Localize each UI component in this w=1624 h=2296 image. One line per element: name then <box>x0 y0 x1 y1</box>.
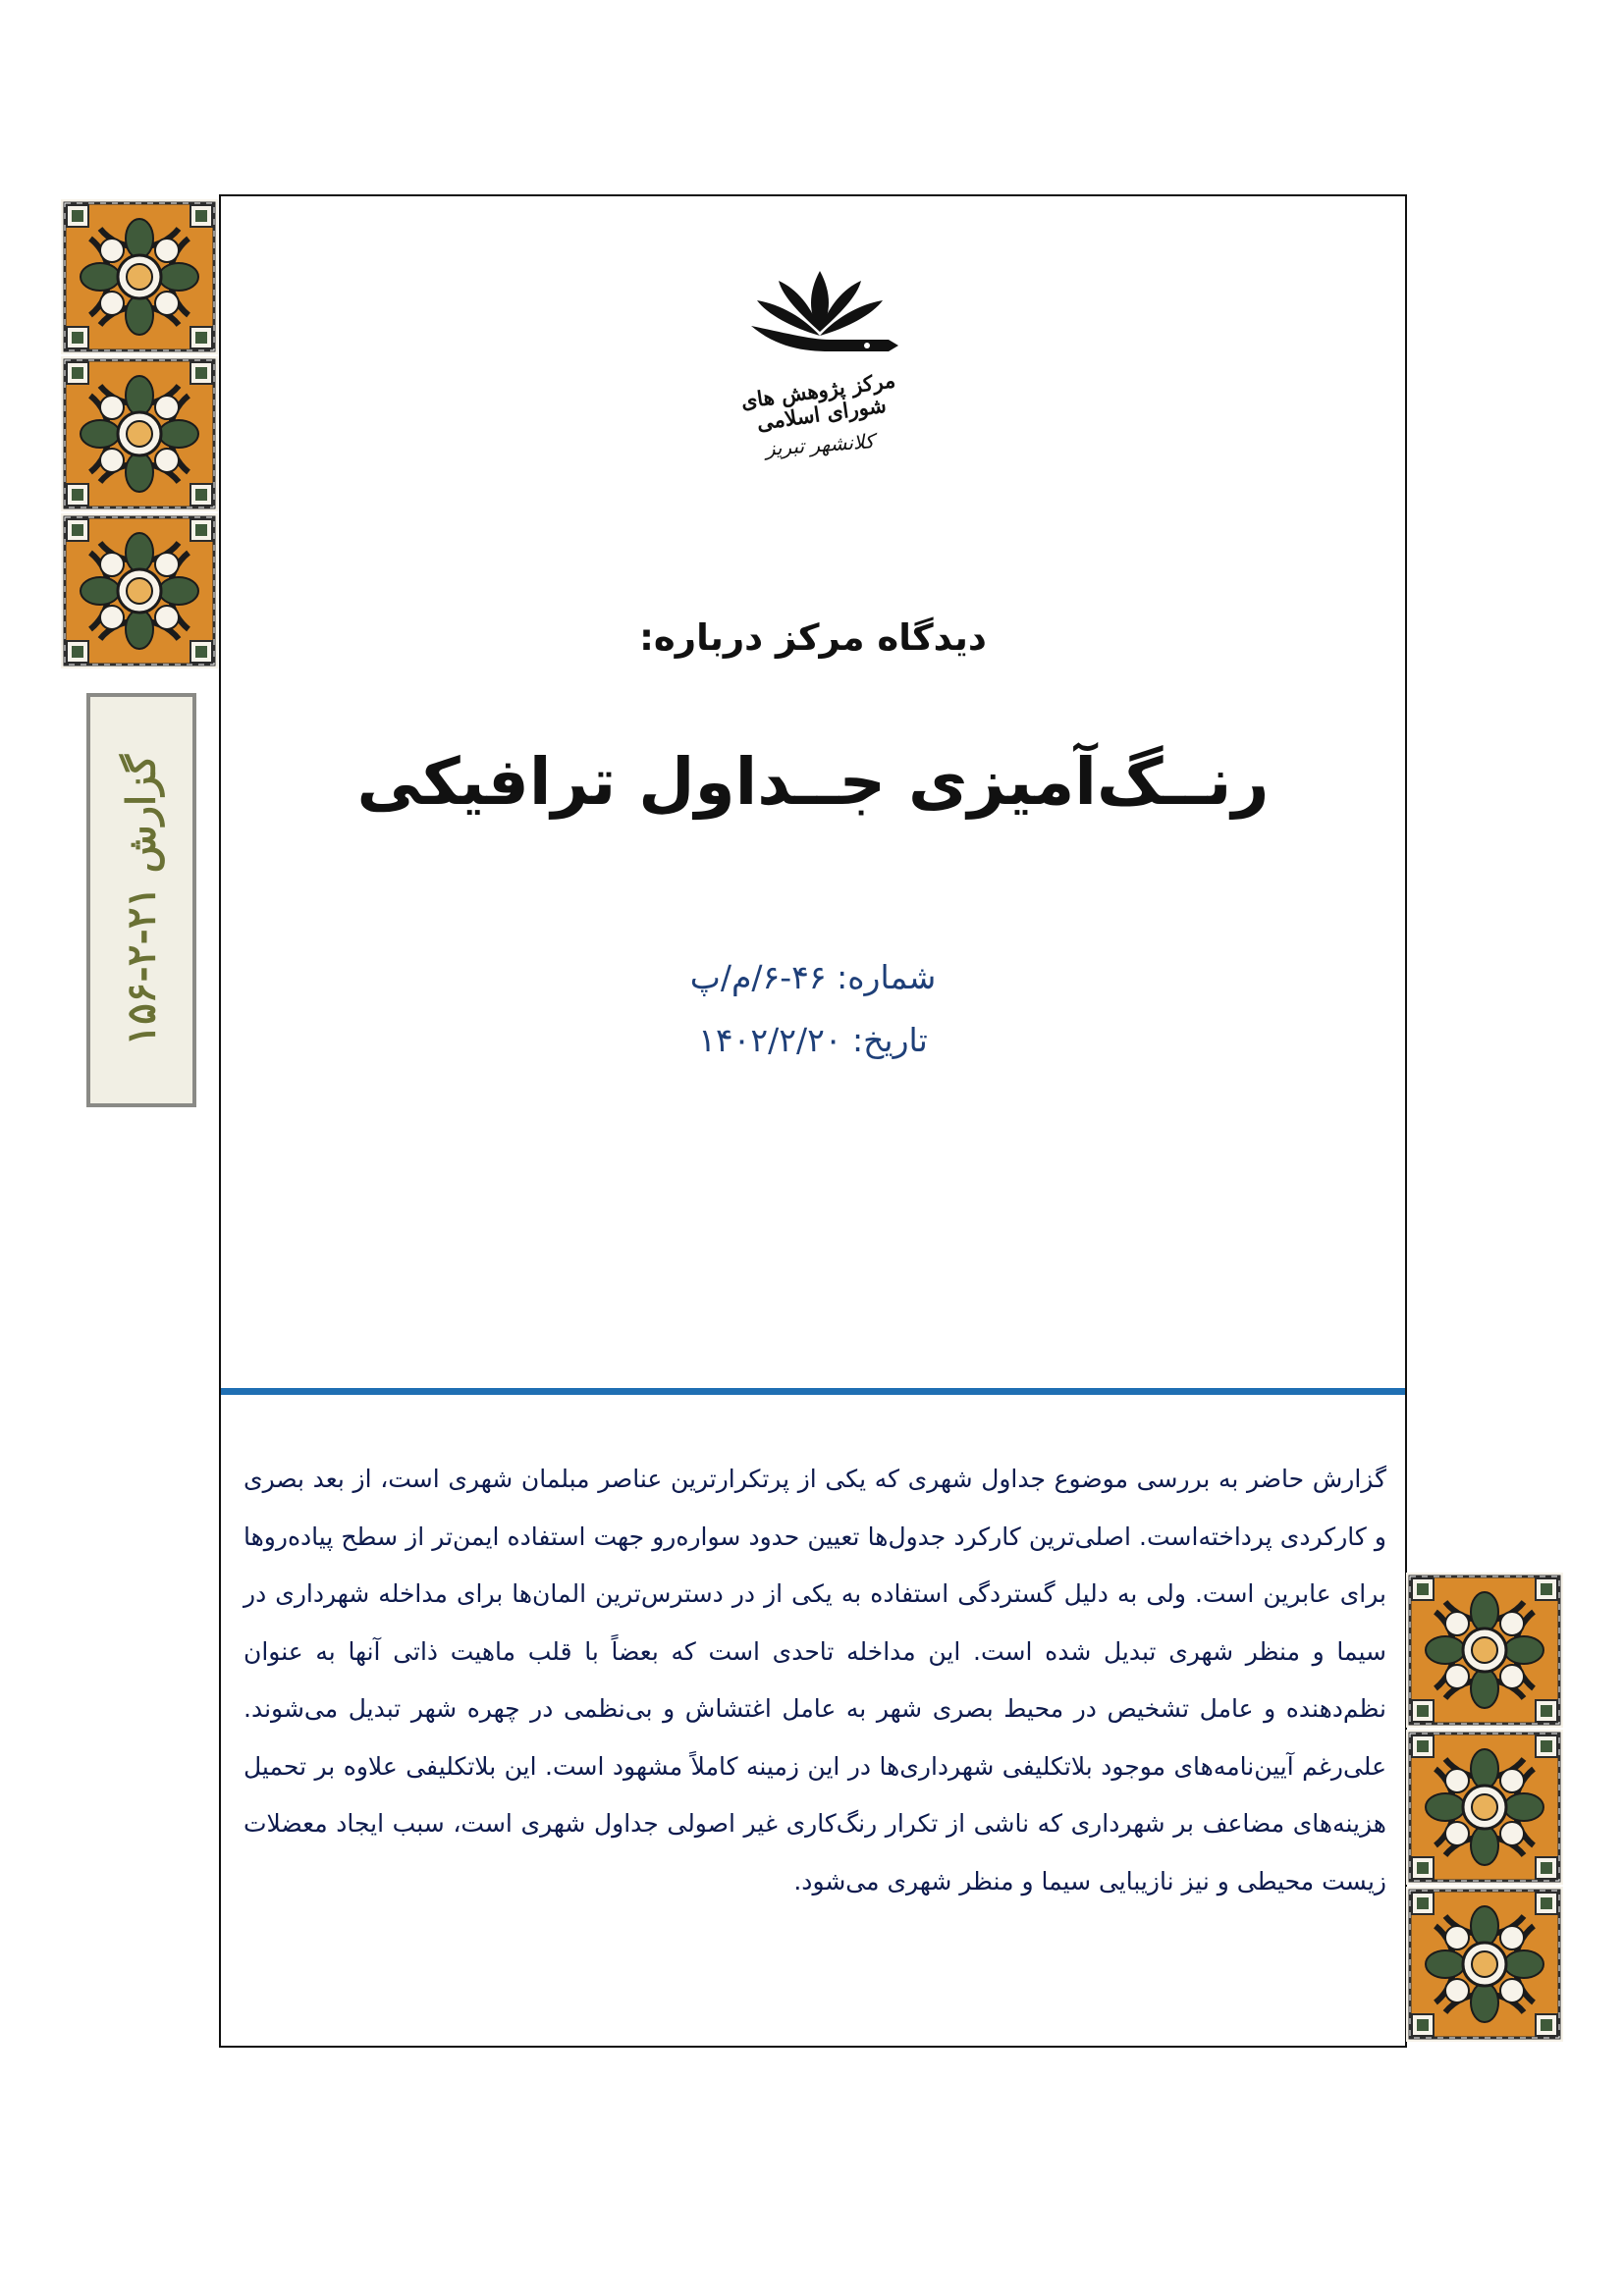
summary-paragraph: گزارش حاضر به بررسی موضوع جداول شهری که یکی از پرتکرارترین عناصر مبلمان شهری است، از بعد بصری و کارکردی پرداخته‌است. اصلی‌ترین کارکرد جدول‌ها تعیین حدود سواره‌رو جهت استفاده ایمن‌تر از سطح پیاده‌روها برای عابرین است. ولی به دلیل گستردگی استفاده به یکی از در دسترس‌ترین المان‌ها برای مداخله شهرداری در سیما و منظر شهری تبدیل شده است. این مداخله تاحدی است که بعضاً با قلب ماهیت ذاتی آنها به عنوان نظم‌دهنده و عامل تشخیص در محیط بصری شهر به عامل اغتشاش و بی‌نظمی در چهره شهر تبدیل می‌شوند. علی‌رغم آیین‌نامه‌های موجود بلاتکلیفی شهرداری‌ها در این زمینه کاملاً مشهود است. این بلاتکلیفی علاوه بر تحمیل هزینه‌های مضاعف بر شهرداری که ناشی از تکرار رنگ‌کاری غیر اصولی جداول شهری است، سبب ایجاد معضلات زیست محیطی و نیز نازیبایی سیما و منظر شهری می‌شود. <box>244 1465 1386 1896</box>
report-id-label: گزارش ۲۱-۲-۱۵۶ <box>118 754 165 1046</box>
logo-text-line1: مرکز پژوهش های شورای اسلامی <box>739 367 897 436</box>
ornament-tile <box>1406 1730 1563 1885</box>
research-center-logo <box>722 263 918 479</box>
section-divider <box>221 1388 1405 1395</box>
lotus-pen-icon <box>722 263 918 381</box>
logo-text-line2: کلانشهر تبریز <box>764 429 876 461</box>
report-id-box <box>86 693 196 1107</box>
report-date: تاریخ: ۱۴۰۲/۲/۲۰ <box>698 1021 928 1059</box>
ornament-tile <box>61 513 218 668</box>
page-title: رنــگ‌آمیزی جــداول ترافیکی <box>356 744 1270 820</box>
ornament-tile <box>61 356 218 511</box>
ornament-tile <box>1406 1887 1563 2042</box>
ornament-tile <box>1406 1573 1563 1728</box>
page-subtitle: دیدگاه مرکز درباره: <box>639 616 987 659</box>
report-number: شماره: ۴۶-۶/م/پ <box>689 958 937 996</box>
ornament-tile <box>61 199 218 354</box>
